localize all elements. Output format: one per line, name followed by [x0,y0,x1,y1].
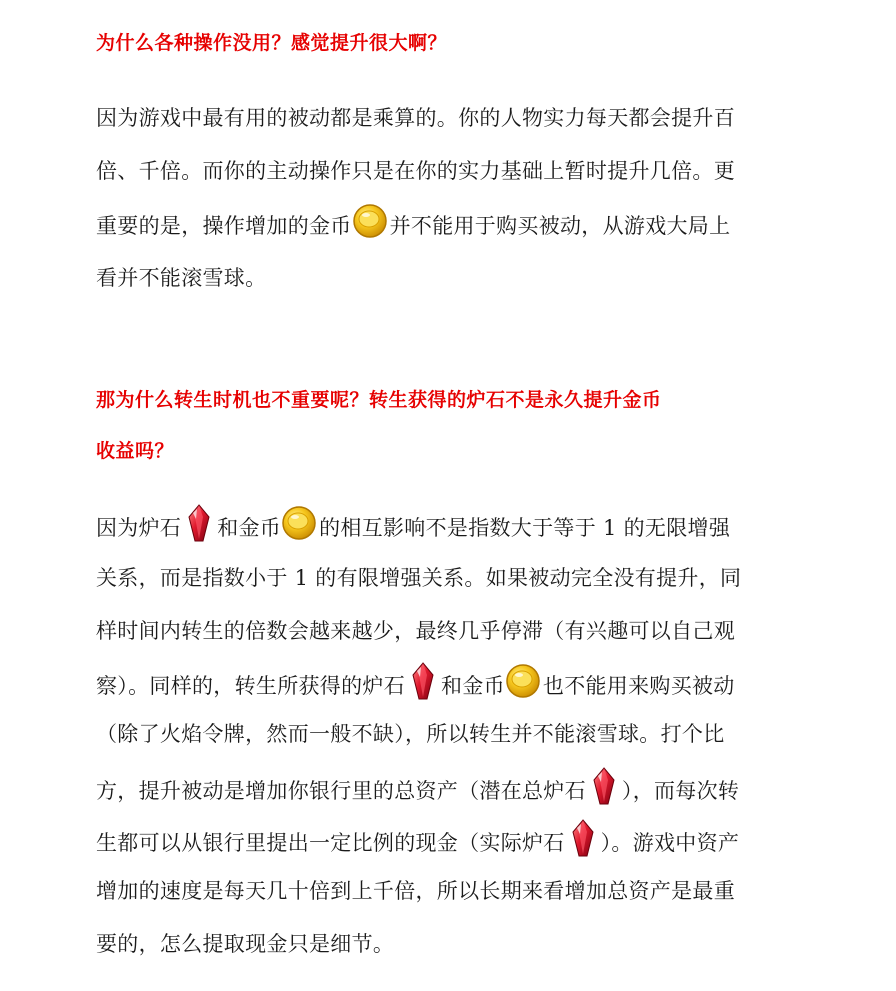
section1-line-1 [96,102,796,132]
text-segment: 因为游戏中最有用的被动都是乘算的。你的人物实力每天都会提升百 [96,106,735,130]
text-segment: 样时间内转生的倍数会越来越少，最终几乎停滞（有兴趣可以自己观 [96,619,735,643]
text-segment: 并不能用于购买被动，从游戏大局上 [389,214,731,238]
hearthstone-gem-icon [592,766,616,806]
text-segment: 察）。同样的，转生所获得的炉石 [96,674,405,698]
text-segment: 要的，怎么提取现金只是细节。 [96,932,395,956]
section2-line-3 [96,615,796,645]
section1-line-2 [96,155,796,185]
text-segment: ），而每次转 [621,779,740,803]
text-segment: 和金币 [441,674,505,698]
section2-line-8 [96,875,796,905]
section2-line-4 [96,670,796,701]
text-segment: ）。游戏中资产 [600,831,740,855]
section2-line-7 [96,827,796,858]
section2-line-6 [96,775,796,806]
text-segment: （除了火焰令牌，然而一般不缺），所以转生并不能滚雪球。打个比 [96,722,725,746]
hearthstone-gem-icon [411,661,435,701]
section2-line-1 [96,512,796,543]
section1-line-3 [96,210,796,240]
hearthstone-gem-icon [187,503,211,543]
text-segment: 关系，而是指数小于 1 的有限增强关系。如果被动完全没有提升，同 [96,566,742,590]
text-segment: 的相互影响不是指数大于等于 1 的无限增强 [319,516,731,540]
gold-coin-icon [505,663,541,699]
gold-coin-icon [281,505,317,541]
section1-heading: 为什么各种操作没用？感觉提升很大啊？ [96,32,448,54]
text-segment: 倍、千倍。而你的主动操作只是在你的实力基础上暂时提升几倍。更 [96,159,735,183]
section2-line-5 [96,718,796,748]
text-segment: 看并不能滚雪球。 [96,266,267,290]
text-segment: 增加的速度是每天几十倍到上千倍，所以长期来看增加总资产是最重 [96,879,735,903]
hearthstone-gem-icon [571,818,595,858]
section1-line-4 [96,262,796,292]
section2-line-2 [96,562,796,592]
text-segment: 因为炉石 [96,516,182,540]
section2-heading-line-2: 收益吗？ [96,440,175,462]
text-segment: 也不能用来购买被动 [542,674,735,698]
text-segment: 重要的是，操作增加的金币 [96,214,352,238]
section2-line-9 [96,928,796,958]
text-segment: 和金币 [217,516,282,540]
gold-coin-icon [352,203,388,239]
text-segment: 方，提升被动是增加你银行里的总资产（潜在总炉石 [96,779,586,803]
section2-heading-line-1: 那为什么转生时机也不重要呢？转生获得的炉石不是永久提升金币 [96,389,662,411]
text-segment: 生都可以从银行里提出一定比例的现金（实际炉石 [96,831,565,855]
